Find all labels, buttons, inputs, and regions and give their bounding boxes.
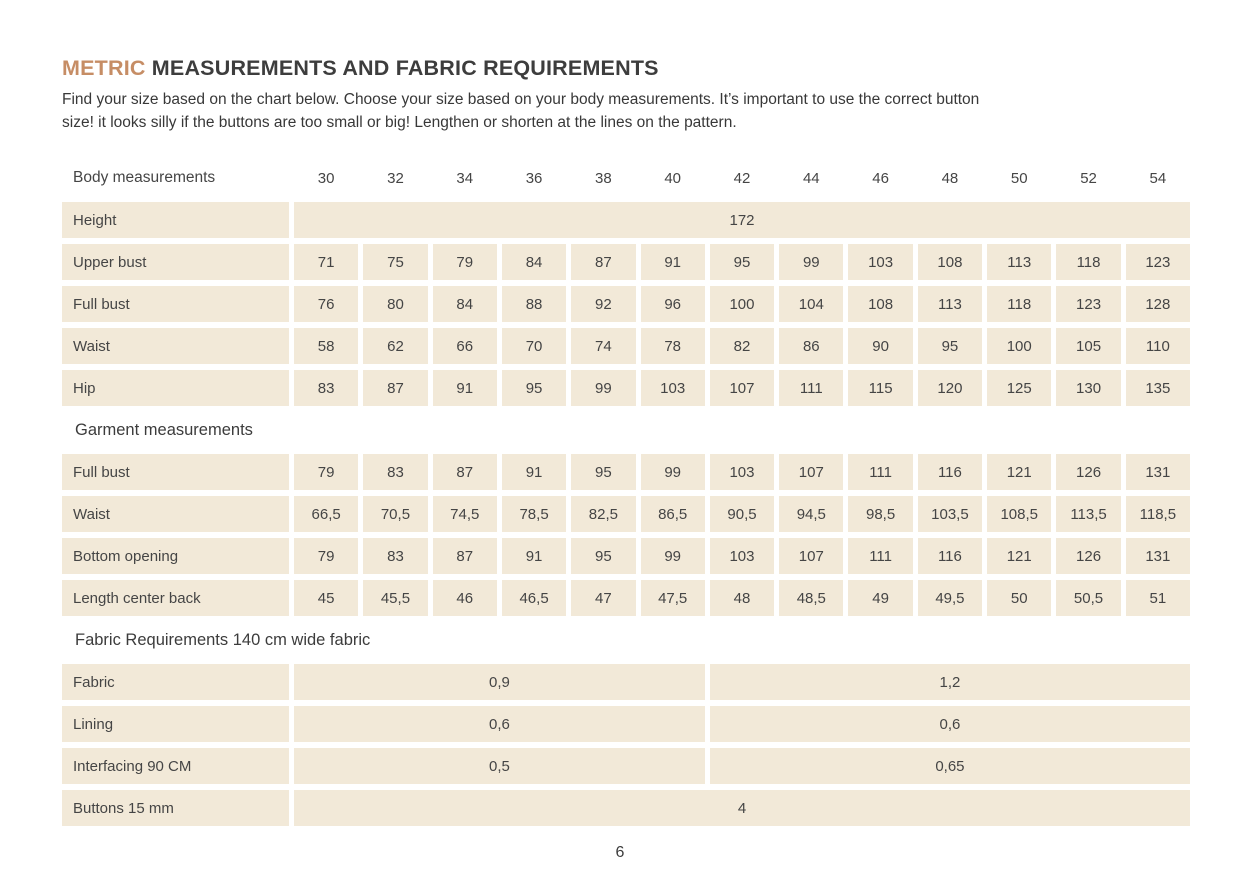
fabric-value-left: 0,9 [294,664,705,700]
value-cell: 87 [363,370,427,406]
value-cell: 88 [502,286,566,322]
value-cell: 108 [848,286,912,322]
value-cell: 95 [710,244,774,280]
row-label-buttons: Buttons 15 mm [62,790,289,826]
value-cell: 103 [641,370,705,406]
value-cell: 48,5 [779,580,843,616]
value-cell: 111 [848,454,912,490]
value-cell: 86,5 [641,496,705,532]
size-column-header-40: 40 [664,169,682,187]
value-cell: 87 [433,454,497,490]
value-cell: 70 [502,328,566,364]
value-cell: 83 [294,370,358,406]
row-label: Full bust [62,286,289,322]
value-cell: 79 [433,244,497,280]
size-column-header-30: 30 [317,169,335,187]
value-cell: 84 [433,286,497,322]
title-accent: METRIC [62,56,146,80]
value-cell: 76 [294,286,358,322]
value-cell: 50,5 [1056,580,1120,616]
value-cell: 96 [641,286,705,322]
row-label: Hip [62,370,289,406]
value-cell: 100 [987,328,1051,364]
size-column-header-46: 46 [872,169,889,187]
row-label: Full bust [62,454,289,490]
value-cell: 103 [848,244,912,280]
value-cell: 58 [294,328,358,364]
row-label: Waist [62,328,289,364]
value-cell: 70,5 [363,496,427,532]
value-cell: 105 [1056,328,1120,364]
value-cell: 91 [502,454,566,490]
value-cell: 46,5 [502,580,566,616]
value-cell: 78 [641,328,705,364]
value-cell: 47,5 [641,580,705,616]
value-cell: 49 [848,580,912,616]
value-cell: 86 [779,328,843,364]
value-cell: 123 [1126,244,1190,280]
row-label: Length center back [62,580,289,616]
intro-line-2: size! it looks silly if the buttons are too small or big! Lengthen or shorten at the lines on the pattern. [62,114,737,131]
row-label: Upper bust [62,244,289,280]
value-cell: 135 [1126,370,1190,406]
value-cell: 51 [1126,580,1190,616]
value-cell: 92 [571,286,635,322]
size-column-header-36: 36 [525,169,543,187]
value-cell: 120 [918,370,982,406]
value-cell: 80 [363,286,427,322]
fabric-value-left: 0,6 [294,706,705,742]
value-cell: 83 [363,538,427,574]
value-cell: 48 [710,580,774,616]
title-rest: MEASUREMENTS AND FABRIC REQUIREMENTS [145,56,659,80]
value-cell: 45 [294,580,358,616]
value-cell: 99 [779,244,843,280]
value-cell: 78,5 [502,496,566,532]
value-cell: 104 [779,286,843,322]
value-cell: 90 [848,328,912,364]
buttons-value-cell: 4 [294,790,1190,826]
value-cell: 107 [779,454,843,490]
intro-text [62,88,1190,134]
size-column-header-44: 44 [802,169,820,187]
value-cell: 91 [641,244,705,280]
value-cell: 107 [779,538,843,574]
value-cell: 126 [1056,454,1120,490]
value-cell: 113 [987,244,1051,280]
value-cell: 123 [1056,286,1120,322]
value-cell: 95 [571,538,635,574]
value-cell: 66 [433,328,497,364]
value-cell: 94,5 [779,496,843,532]
value-cell: 74,5 [433,496,497,532]
value-cell: 128 [1126,286,1190,322]
row-label-height: Height [62,202,289,238]
garment-section-heading: Garment measurements [75,420,253,439]
value-cell: 83 [363,454,427,490]
value-cell: 82,5 [571,496,635,532]
value-cell: 116 [918,538,982,574]
value-cell: 91 [433,370,497,406]
value-cell: 113 [918,286,982,322]
value-cell: 84 [502,244,566,280]
value-cell: 66,5 [294,496,358,532]
value-cell: 121 [987,538,1051,574]
value-cell: 95 [502,370,566,406]
value-cell: 100 [710,286,774,322]
row-label: Fabric [62,664,289,700]
value-cell: 111 [848,538,912,574]
value-cell: 116 [918,454,982,490]
value-cell: 45,5 [363,580,427,616]
value-cell: 118,5 [1126,496,1190,532]
value-cell: 46 [433,580,497,616]
value-cell: 125 [987,370,1051,406]
intro-line-1: Find your size based on the chart below. Choose your size based on your body measurements. It’s important to use the correct button [62,91,980,108]
fabric-value-right: 1,2 [710,664,1190,700]
value-cell: 111 [779,370,843,406]
height-value-cell: 172 [294,202,1190,238]
value-cell: 79 [294,538,358,574]
column-header-label: Body measurements [73,169,216,186]
value-cell: 121 [987,454,1051,490]
fabric-value-right: 0,6 [710,706,1190,742]
value-cell: 108,5 [987,496,1051,532]
fabric-value-right: 0,65 [710,748,1190,784]
size-column-header-34: 34 [456,169,474,187]
page-number: 6 [615,844,625,861]
size-column-header-42: 42 [733,169,751,187]
value-cell: 87 [433,538,497,574]
value-cell: 49,5 [918,580,982,616]
value-cell: 82 [710,328,774,364]
measurements-table [62,160,1190,826]
value-cell: 90,5 [710,496,774,532]
size-column-header-32: 32 [387,169,404,187]
value-cell: 118 [1056,244,1120,280]
value-cell: 131 [1126,454,1190,490]
value-cell: 99 [641,538,705,574]
value-cell: 87 [571,244,635,280]
row-label: Waist [62,496,289,532]
value-cell: 108 [918,244,982,280]
value-cell: 99 [641,454,705,490]
size-column-header-52: 52 [1080,169,1097,187]
value-cell: 79 [294,454,358,490]
fabric-section-heading: Fabric Requirements 140 cm wide fabric [75,630,371,649]
value-cell: 50 [987,580,1051,616]
value-cell: 99 [571,370,635,406]
fabric-value-left: 0,5 [294,748,705,784]
value-cell: 47 [571,580,635,616]
size-column-header-48: 48 [941,169,959,187]
value-cell: 75 [363,244,427,280]
value-cell: 118 [987,286,1051,322]
row-label: Lining [62,706,289,742]
value-cell: 110 [1126,328,1190,364]
value-cell: 74 [571,328,635,364]
value-cell: 103 [710,454,774,490]
page-title [62,56,1190,81]
value-cell: 126 [1056,538,1120,574]
value-cell: 131 [1126,538,1190,574]
value-cell: 107 [710,370,774,406]
size-column-header-54: 54 [1149,169,1167,187]
value-cell: 103,5 [918,496,982,532]
value-cell: 95 [918,328,982,364]
size-column-header-38: 38 [595,169,612,187]
value-cell: 115 [848,370,912,406]
value-cell: 130 [1056,370,1120,406]
value-cell: 98,5 [848,496,912,532]
value-cell: 95 [571,454,635,490]
size-column-header-50: 50 [1010,169,1028,187]
value-cell: 91 [502,538,566,574]
row-label: Bottom opening [62,538,289,574]
row-label: Interfacing 90 CM [62,748,289,784]
value-cell: 62 [363,328,427,364]
page-header [62,56,1190,134]
value-cell: 71 [294,244,358,280]
value-cell: 103 [710,538,774,574]
value-cell: 113,5 [1056,496,1120,532]
